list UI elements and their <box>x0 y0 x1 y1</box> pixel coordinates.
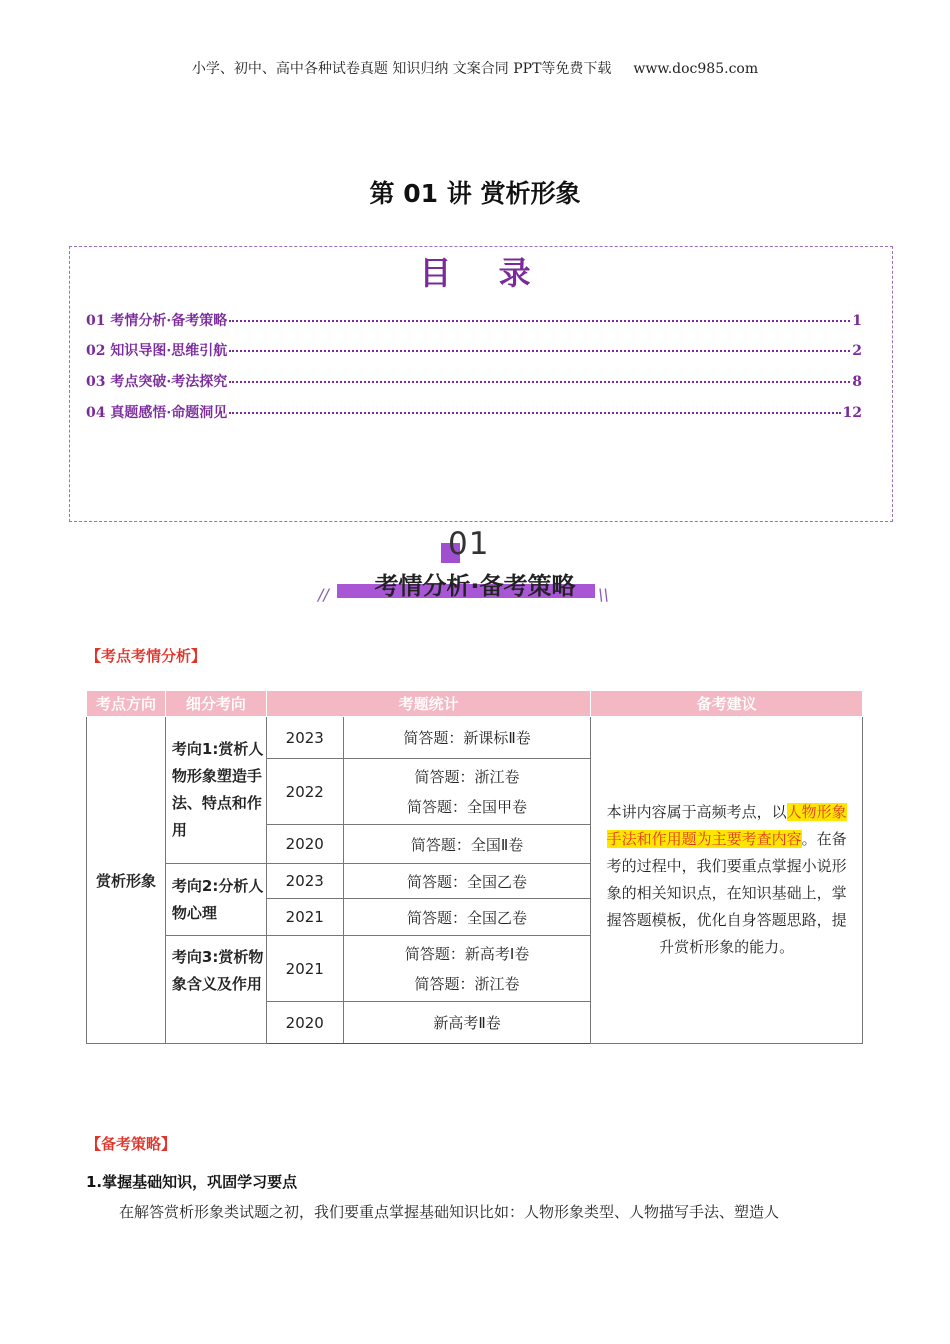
year-cell: 2020 <box>266 1002 343 1044</box>
header-cell: 考题统计 <box>266 691 591 717</box>
exam-analysis-table <box>86 690 863 1044</box>
toc-item-page: 12 <box>842 405 862 421</box>
page-header <box>0 58 950 78</box>
exam-cell <box>343 759 591 825</box>
strategy-label: 【备考策略】 <box>86 1135 177 1153</box>
header-cell: 细分考向 <box>165 691 266 717</box>
exam-cell: 简答题：全国乙卷 <box>343 899 591 936</box>
strategy-paragraph: 在解答赏析形象类试题之初，我们要重点掌握基础知识比如：人物形象类型、人物描写手法、塑造人 <box>119 1203 780 1221</box>
year-cell: 2023 <box>266 864 343 899</box>
banner-number: 01 <box>448 526 490 562</box>
toc-leader-dots <box>229 381 850 383</box>
toc-item-page: 2 <box>852 343 862 359</box>
exam-line: 简答题：新高考Ⅰ卷 <box>404 944 530 963</box>
toc-heading: 目 录 <box>419 254 549 292</box>
toc-item-label: 01 考情分析·备考策略 <box>86 313 228 329</box>
exam-cell: 简答题：全国乙卷 <box>343 864 591 899</box>
strategy-heading: 1.掌握基础知识，巩固学习要点 <box>86 1173 298 1191</box>
toc-item[interactable] <box>86 340 862 362</box>
analysis-label: 【考点考情分析】 <box>86 647 207 665</box>
lecture-title: 第 01 讲 赏析形象 <box>369 179 581 208</box>
exam-cell: 新高考Ⅱ卷 <box>343 1002 591 1044</box>
exam-line: 简答题：全国甲卷 <box>407 797 528 816</box>
exam-cell: 简答题：全国Ⅱ卷 <box>343 825 591 864</box>
year-cell: 2021 <box>266 899 343 936</box>
toc-item-page: 8 <box>852 374 862 390</box>
exam-cell <box>343 936 591 1002</box>
toc-item-label: 02 知识导图·思维引航 <box>86 343 228 359</box>
direction-cell: 考向3:赏析物象含义及作用 <box>165 936 266 1044</box>
table-row <box>87 717 863 759</box>
year-cell: 2022 <box>266 759 343 825</box>
direction-cell: 考向2:分析人物心理 <box>165 864 266 936</box>
exam-cell: 简答题：新课标Ⅱ卷 <box>343 717 591 759</box>
banner-left-slash: // <box>318 585 329 604</box>
toc-item[interactable] <box>86 310 862 332</box>
toc-leader-dots <box>229 412 840 414</box>
year-cell: 2021 <box>266 936 343 1002</box>
header-text: 小学、初中、高中各种试卷真题 知识归纳 文案合同 PPT等免费下载 <box>191 61 612 77</box>
year-cell: 2020 <box>266 825 343 864</box>
exam-line: 简答题：浙江卷 <box>414 767 520 786</box>
header-cell: 考点方向 <box>87 691 166 717</box>
header-cell: 备考建议 <box>591 691 863 717</box>
toc-item-page: 1 <box>852 313 862 329</box>
toc-leader-dots <box>229 350 850 352</box>
year-cell: 2023 <box>266 717 343 759</box>
main-topic-cell: 赏析形象 <box>87 717 166 1044</box>
advice-text: 本讲内容属于高频考点，以 <box>606 803 787 821</box>
direction-cell: 考向1:赏析人物形象塑造手法、特点和作用 <box>165 717 266 864</box>
advice-highlight: 人物形象手法和作用题为主要考查内容 <box>606 803 847 848</box>
toc-item[interactable] <box>86 371 862 393</box>
banner-title: 考情分析·备考策略 <box>374 572 576 600</box>
banner-right-slash: \\ <box>598 585 609 604</box>
exam-line: 简答题：浙江卷 <box>414 974 520 993</box>
toc-item-label: 04 真题感悟·命题洞见 <box>86 405 228 421</box>
toc-item-label: 03 考点突破·考法探究 <box>86 374 228 390</box>
header-url[interactable]: www.doc985.com <box>633 61 759 77</box>
advice-text: 。在备考的过程中，我们要重点掌握小说形象的相关知识点，在知识基础上，掌握答题模板，优化自身答题思路，提升赏析形象的能力。 <box>606 830 847 956</box>
toc-leader-dots <box>229 320 850 322</box>
table-header-row <box>87 691 863 717</box>
toc-item[interactable] <box>86 402 862 424</box>
advice-cell <box>591 717 863 1044</box>
